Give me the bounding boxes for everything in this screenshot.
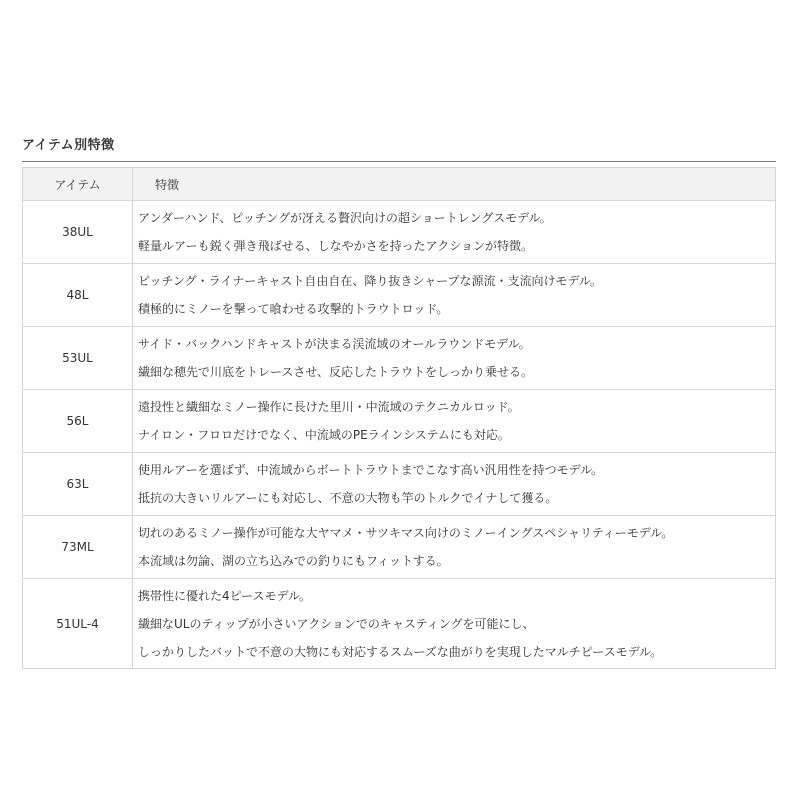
table-row xyxy=(23,201,776,264)
item-name: 53UL xyxy=(23,327,133,390)
feature-line: 繊細なULのティップが小さいアクションでのキャスティングを可能にし、 xyxy=(138,616,535,631)
title-divider xyxy=(22,161,776,162)
feature-line: 積極的にミノーを撃って喰わせる攻撃的トラウトロッド。 xyxy=(138,302,449,316)
item-name: 48L xyxy=(23,264,133,327)
feature-line: 携帯性に優れた4ピースモデル。 xyxy=(138,588,311,603)
item-feature xyxy=(133,201,776,264)
section-title: アイテム別特徴 xyxy=(22,138,115,153)
item-feature xyxy=(133,516,776,579)
feature-line: 切れのあるミノー操作が可能な大ヤマメ・サツキマス向けのミノーイングスペシャリティーモデル。 xyxy=(138,526,674,540)
header-item: アイテム xyxy=(23,168,133,201)
table-header-row xyxy=(23,168,776,201)
feature-line: ピッチング・ライナーキャスト自由自在、降り抜きシャープな源流・支流向けモデル。 xyxy=(138,274,602,288)
feature-line: 本流域は勿論、湖の立ち込みでの釣りにもフィットする。 xyxy=(138,554,449,568)
item-feature xyxy=(133,264,776,327)
feature-line: アンダーハンド、ピッチングが冴える贅沢向けの超ショートレングスモデル。 xyxy=(138,211,552,225)
feature-line: 繊細な穂先で川底をトレースさせ、反応したトラウトをしっかり乗せる。 xyxy=(138,365,534,379)
table-row xyxy=(23,516,776,579)
table-row xyxy=(23,390,776,453)
item-name: 51UL-4 xyxy=(23,579,133,669)
table-row xyxy=(23,453,776,516)
feature-line: しっかりしたバットで不意の大物にも対応するスムーズな曲がりを実現したマルチピースモデル。 xyxy=(138,644,663,659)
feature-line: 軽量ルアーも鋭く弾き飛ばせる、しなやかさを持ったアクションが特徴。 xyxy=(138,239,534,253)
item-feature xyxy=(133,453,776,516)
feature-line: 遠投性と繊細なミノー操作に長けた里川・中流域のテクニカルロッド。 xyxy=(138,400,520,414)
item-feature xyxy=(133,390,776,453)
item-feature xyxy=(133,579,776,669)
item-name: 73ML xyxy=(23,516,133,579)
table-row xyxy=(23,327,776,390)
item-name: 56L xyxy=(23,390,133,453)
feature-line: サイド・バックハンドキャストが決まる渓流域のオールラウンドモデル。 xyxy=(138,337,531,351)
item-name: 63L xyxy=(23,453,133,516)
table-row xyxy=(23,579,776,669)
feature-line: 使用ルアーを選ばず、中流域からボートトラウトまでこなす高い汎用性を持つモデル。 xyxy=(138,463,604,477)
header-feature: 特徴 xyxy=(133,168,776,201)
feature-line: ナイロン・フロロだけでなく、中流域のPEラインシステムにも対応。 xyxy=(138,428,510,442)
table-row xyxy=(23,264,776,327)
item-feature xyxy=(133,327,776,390)
feature-line: 抵抗の大きいリルアーにも対応し、不意の大物も竿のトルクでイナして獲る。 xyxy=(138,491,558,505)
item-name: 38UL xyxy=(23,201,133,264)
item-feature-table xyxy=(22,167,776,669)
